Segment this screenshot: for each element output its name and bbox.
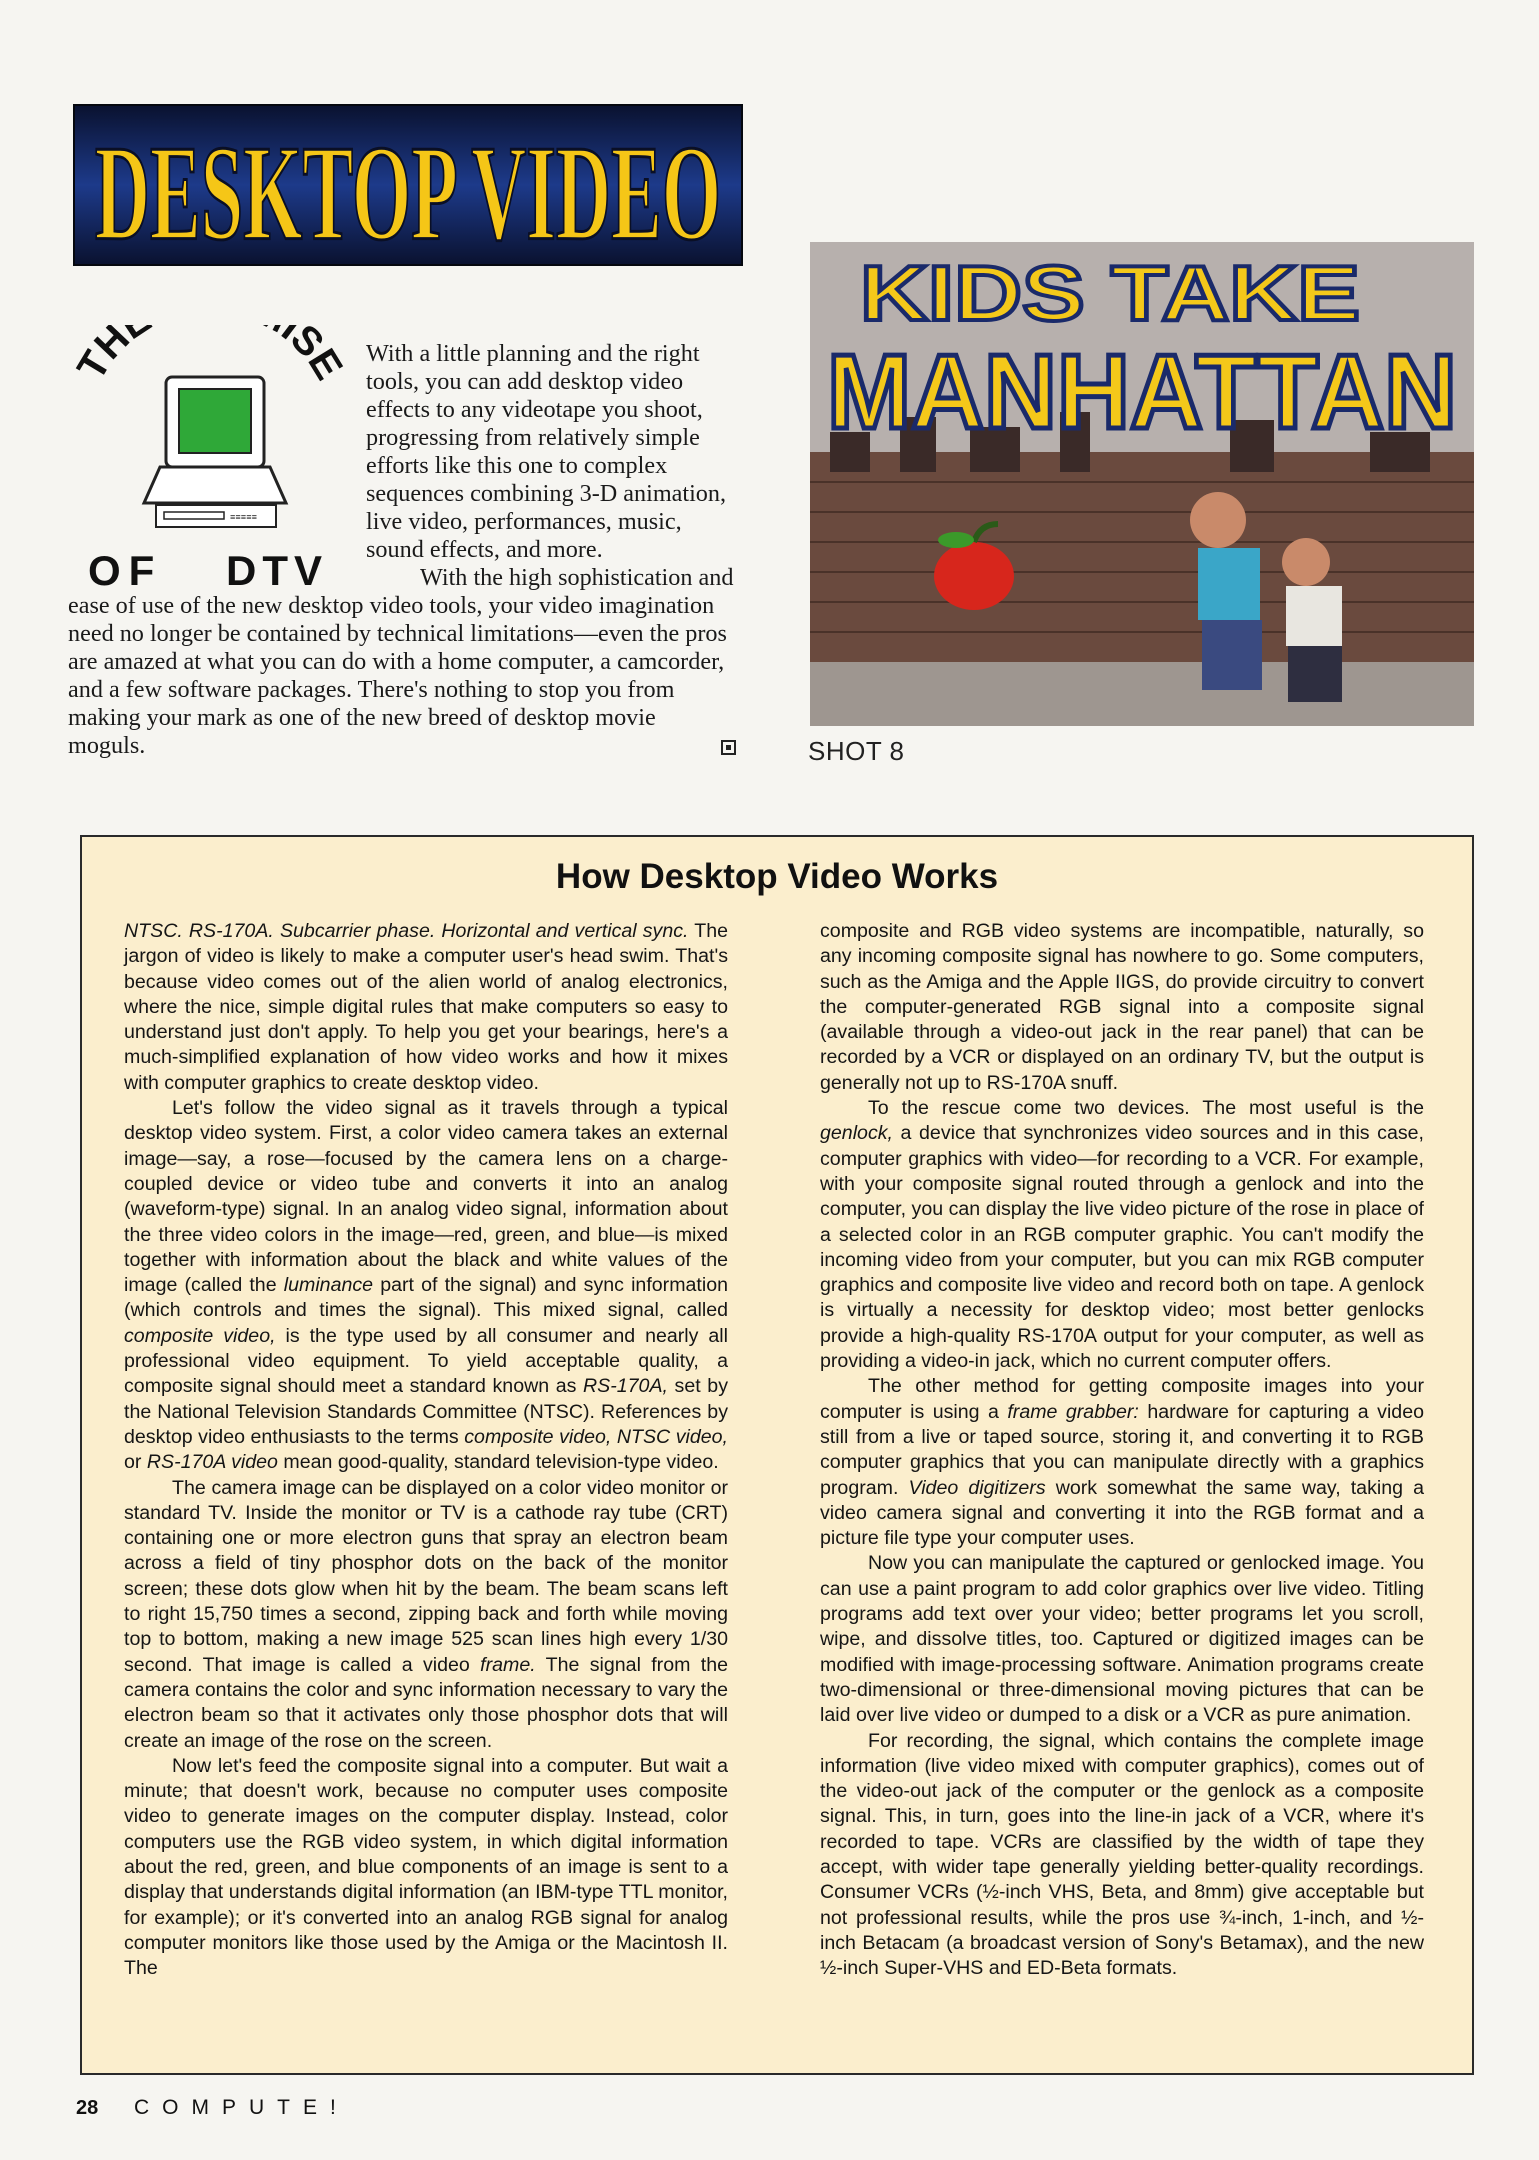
- intro-paragraph-1: With a little planning and the right tools, you can add desktop video effects to any videotape you shoot, progressing from relatively simple efforts like this one to complex sequences combining 3-D animation, live video, performances, music, sound effects, and more.: [366, 340, 727, 563]
- banner-graphic: [75, 106, 741, 269]
- sidebar-left-column: [124, 919, 728, 1981]
- left-paragraph-3: The camera image can be displayed on a color video monitor or standard TV. Inside the monitor or TV is a cathode ray tube (CRT) containing one or more electron guns that spray an electron beam across a field of tiny phosphor dots on the back of the monitor screen; these dots glow when hit by the beam. The beam scans left to right 15,750 times a second, zipping back and forth while moving top to bottom, making a new image 525 scan lines high every 1/30 second. That image is called a video frame. The signal from the camera contains the color and sync information necessary to vary the electron beam so that it activates only those phosphor dots that will create an image of the rose on the screen.: [124, 1476, 728, 1752]
- magazine-name: COMPUTE!: [134, 2096, 349, 2119]
- right-paragraph-3: The other method for getting composite images into your computer is using a frame grabber: hardware for capturing a video still from a live or taped source, storing it, and converting it to RGB computer graphics that you can manipulate directly with a graphics program. Video digitizers work somewhat the same way, taking a video camera signal and converting it into the RGB format and a picture file type your computer uses.: [820, 1375, 1424, 1550]
- kids-take-manhattan-graphic: [810, 242, 1474, 726]
- desktop-video-banner: [73, 104, 743, 269]
- left-paragraph-2: Let's follow the video signal as it travels through a typical desktop video system. First, a color video camera takes an external image—say, a rose—focused by the camera lens on a charge-coupled device or video tube and converts it into an analog (waveform-type) signal. In an analog video signal, information about the three video colors in the image—red, green, and blue—is mixed together with information about the black and white values of the image (called the luminance part of the signal) and sync information (which controls and times the signal). This mixed signal, called composite video, is the type used by all consumer and nearly all professional video equipment. To yield acceptable quality, a composite signal should meet a standard known as RS-170A, set by the National Television Standards Committee (NTSC). References by desktop video enthusiasts to the terms composite video, NTSC video, or RS-170A video mean good-quality, standard television-type video.: [124, 1097, 729, 1474]
- page-number: 28: [76, 2097, 99, 2119]
- left-paragraph-1: NTSC. RS-170A. Subcarrier phase. Horizontal and vertical sync. The jargon of video is likely to make a computer user's head swim. That's because video comes out of the alien world of analog electronics, where the nice, simple digital rules that make computers so easy to understand just don't apply. To help you get your bearings, here's a much-simplified explanation of how video works and how it mixes with computer graphics to create desktop video.: [124, 920, 728, 1094]
- right-paragraph-2: To the rescue come two devices. The most useful is the genlock, a device that synchronizes video sources and in this case, computer graphics with video—for recording to a VCR. For example, with your composite signal routed through a genlock and into the computer, you can display the live video picture of the rose in place of a selected color in an RGB computer graphic. You can't modify the incoming video from your computer, but you can mix RGB computer graphics and composite live video and record both on tape. A genlock is virtually a necessity for desktop video; most better genlocks provide a high-quality RS-170A output for your computer, as well as providing a video-in jack, which no current computer offers.: [820, 1097, 1424, 1373]
- right-paragraph-4: Now you can manipulate the captured or genlocked image. You can use a paint program to add color graphics over live video. Titling programs add text over your video; better programs let you scroll, wipe, and dissolve titles, too. Captured or digitized images can be modified with image-processing software. Animation programs create two-dimensional or three-dimensional moving pictures that can be laid over live video or dumped to a disk or a VCR as pure animation.: [820, 1552, 1424, 1727]
- shot-8-image: [810, 242, 1474, 726]
- logo-arc-text: TH ISE: [69, 325, 351, 388]
- logo-bottom-left: OF: [88, 547, 163, 594]
- shot-caption: SHOT 8: [808, 736, 905, 766]
- intro-paragraph-2: With the high sophistication and ease of use of the new desktop video tools, your video imagination need no longer be contained by technical limitations—even the pros are amazed at what you can do with a home computer, a camcorder, and a few software packages. There's nothing to stop you from making your mark as one of the new breed of desktop movie moguls.: [68, 564, 736, 760]
- intro-text: [68, 340, 736, 760]
- left-paragraph-4: Now let's feed the composite signal into a computer. But wait a minute; that doesn't work, because no computer uses composite video to generate images on the computer display. Instead, color computers use the RGB video system, in which digital information about the red, green, and blue components of an image is sent to a display that understands digital information (an IBM-type TTL monitor, for example); or it's converted into an analog RGB signal for analog computer monitors like those used by the Amiga or the Macintosh II. The: [124, 1754, 728, 1980]
- end-mark-icon: [721, 740, 736, 755]
- shot-title-line2: MANHATTAN: [827, 333, 1457, 451]
- banner-title: DESKTOP VIDEO: [94, 116, 722, 269]
- page-footer: [76, 2096, 349, 2120]
- sidebar-title: How Desktop Video Works: [555, 857, 999, 896]
- right-paragraph-5: For recording, the signal, which contains the complete image information (live video mixed with computer graphics), comes out of the video-out jack of the computer or the genlock as a composite signal. This, in turn, goes into the line-in jack of a VCR, where it's recorded to tape. VCRs are classified by the width of tape they accept, with wider tape generally yielding better-quality recordings. Consumer VCRs (½-inch VHS, Beta, and 8mm) give acceptable but not professional results, while the pros use ¾-inch, 1-inch, and ½-inch Betacam (a broadcast version of Sony's Betamax), and the new ½-inch Super-VHS and ED-Beta formats.: [820, 1729, 1424, 1980]
- right-paragraph-1: composite and RGB video systems are incompatible, naturally, so any incoming composite signal has nowhere to go. Some computers, such as the Amiga and the Apple IIGS, do provide circuitry to convert the computer-generated RGB signal into a composite signal (available through a video-out jack in the rear panel) that can be recorded by a VCR or displayed on an ordinary TV, but the output is generally not up to RS-170A snuff.: [820, 920, 1424, 1094]
- how-desktop-video-works-sidebar: [80, 835, 1474, 2075]
- shot-title-line1: KIDS TAKE: [860, 249, 1360, 337]
- logo-bottom-right: DTV: [226, 547, 328, 594]
- svg-text:≡≡≡≡≡: ≡≡≡≡≡: [230, 513, 258, 523]
- sidebar-right-column: [820, 919, 1424, 1981]
